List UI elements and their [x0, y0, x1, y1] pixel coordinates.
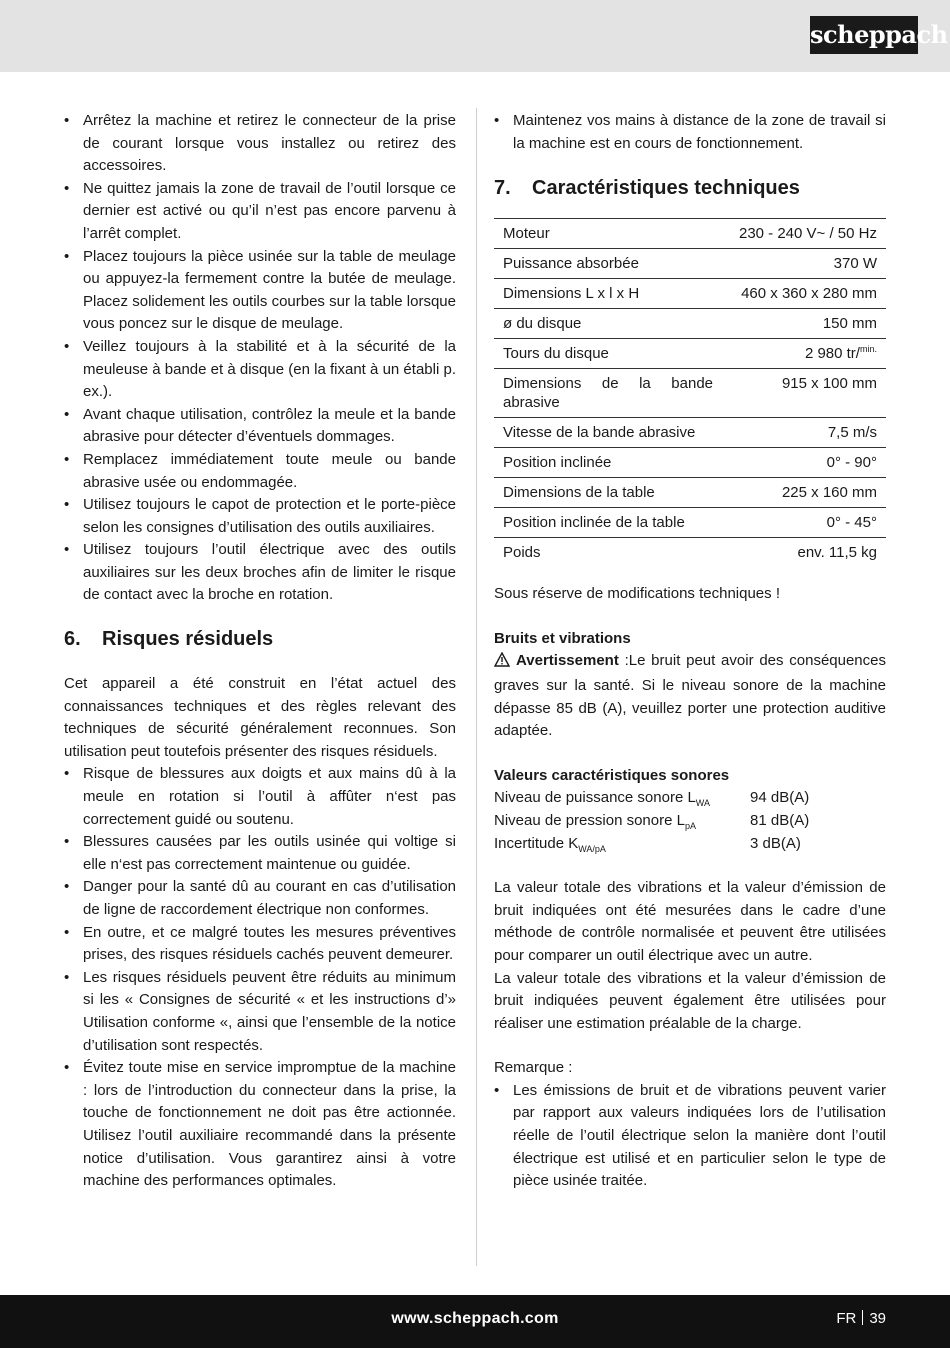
table-row	[494, 219, 886, 249]
sound-subscript: WA	[695, 798, 710, 809]
table-row	[494, 418, 886, 448]
table-row	[494, 538, 886, 568]
spec-value: 2 980 tr/	[804, 345, 860, 363]
language-code: FR	[836, 1310, 857, 1327]
table-row	[494, 478, 886, 508]
safety-bullet-list	[64, 110, 456, 607]
table-row	[494, 508, 886, 538]
warning-label: Avertissement	[516, 652, 619, 670]
vibration-paragraph-2: La valeur totale des vibrations et la valeur d’émission de bruit indiquées peuvent également être utilisées pour réaliser une estimation préalable de la charge.	[494, 969, 886, 1032]
sound-row	[494, 810, 886, 833]
table-row	[494, 339, 886, 369]
spec-value-superscript: min.	[859, 344, 877, 355]
section-number: 7.	[494, 177, 511, 200]
list-item: • Ne quittez jamais la zone de travail de l’outil lorsque ce dernier est activé ou qu’il n’est pas encore parvenu à l’arrêt complet.	[64, 178, 456, 246]
spec-label: Dimensions L x l x H	[494, 279, 722, 309]
section-title: Caractéristiques techniques	[532, 177, 800, 200]
spec-label: Poids	[503, 544, 541, 562]
spec-value: 7,5 m/s	[722, 418, 886, 448]
sound-values	[494, 787, 886, 855]
table-row	[494, 279, 886, 309]
reserve-note: Sous réserve de modifications techniques !	[494, 585, 780, 603]
table-row	[494, 448, 886, 478]
spec-value: 0° - 45°	[722, 508, 886, 538]
footer-url[interactable]: www.scheppach.com	[391, 1310, 559, 1327]
spec-label: Puissance absorbée	[494, 249, 722, 279]
risk-bullet-list	[64, 763, 456, 1192]
header-bar	[0, 0, 950, 72]
section-7-heading	[494, 176, 886, 200]
spec-label: Position inclinée de la table	[494, 508, 722, 538]
list-item: • Utilisez toujours le capot de protection et le porte-pièce selon les consignes d’utilisation des outils auxiliaires.	[64, 494, 456, 539]
spec-value: 460 x 360 x 280 mm	[722, 279, 886, 309]
sound-subscript: pA	[684, 820, 696, 831]
list-item: • Remplacez immédiatement toute meule ou bande abrasive usée ou endommagée.	[64, 449, 456, 494]
spec-label: Moteur	[494, 219, 722, 249]
list-item: • Placez toujours la pièce usinée sur la table de meulage ou appuyez-la fermement contre la butée de meulage. Placez solidement les outils courbes sur la table lorsque vous poncez sur le disque de meulage.	[64, 246, 456, 336]
vibration-paragraph-1: La valeur totale des vibrations et la valeur d’émission de bruit indiquées ont été mesurées dans le cadre d’une méthode de contrôle normalisée et peuvent être utilisées pour comparer un outil électrique avec un autre.	[494, 879, 886, 964]
list-item: • Les émissions de bruit et de vibrations peuvent varier par rapport aux valeurs indiquées lors de l’utilisation réelle de l’outil électrique selon la manière dont l’outil électrique est utilisé et en particulier selon le type de pièce usinée traitée.	[494, 1080, 886, 1193]
section-6-intro: Cet appareil a été construit en l’état actuel des connaissances techniques et des règles relevant des techniques de sécurité généralement reconnues. Son utilisation peut toutefois présenter des risques résiduels.	[64, 675, 456, 760]
sound-label-cell	[494, 833, 750, 856]
spec-value: 0° - 90°	[722, 448, 886, 478]
sound-label: Niveau de puissance sonore L	[494, 789, 696, 807]
warning-paragraph	[494, 650, 886, 742]
list-item: • Les risques résiduels peuvent être réduits au minimum si les « Consignes de sécurité « et les instructions d’» Utilisation conforme «, ainsi que l’ensemble de la notice d’utilisation sont respectés.	[64, 967, 456, 1057]
list-item: • Utilisez toujours l’outil électrique avec des outils auxiliaires sur les deux broches afin de limiter le risque de contact avec la broche en rotation.	[64, 539, 456, 607]
page-separator	[862, 1310, 863, 1325]
page-indicator	[836, 1310, 886, 1327]
left-column	[64, 110, 456, 1193]
table-row	[494, 369, 886, 418]
list-item: • Maintenez vos mains à distance de la zone de travail si la machine est en cours de fonctionnement.	[494, 110, 886, 155]
sound-values-heading: Valeurs caractéristiques sonores	[494, 766, 730, 784]
sound-label: Niveau de pression sonore L	[494, 811, 685, 829]
spec-label: Dimensions de la table	[494, 478, 722, 508]
section-number: 6.	[64, 628, 81, 651]
spec-value: 915 x 100 mm	[722, 369, 886, 418]
sound-label-cell	[494, 787, 750, 810]
list-item: • Blessures causées par les outils usinée qui voltige si elle n‘est pas correctement maintenue ou guidée.	[64, 831, 456, 876]
list-item: • Danger pour la santé dû au courant en cas d’utilisation de ligne de raccordement électrique non conformes.	[64, 876, 456, 921]
column-divider	[476, 108, 477, 1266]
spec-label: Dimensions de la bande abrasive	[494, 369, 722, 418]
sound-subscript: WA/pA	[578, 843, 606, 854]
table-row	[494, 249, 886, 279]
warning-text: :Le bruit peut avoir des conséquences graves sur la santé. Si le niveau sonore de la machine dépasse 85 dB (A), veuillez porter une protection auditive adaptée.	[494, 652, 886, 740]
warning-triangle-icon	[494, 652, 510, 675]
sound-value: 81 dB(A)	[750, 811, 810, 829]
spec-label: Tours du disque	[494, 339, 722, 369]
list-item: • En outre, et ce malgré toutes les mesures préventives prises, des risques résiduels cachés peuvent demeurer.	[64, 922, 456, 967]
scheppach-logo: scheppach	[810, 16, 918, 54]
section-6-heading	[64, 627, 456, 651]
spec-value: 230 - 240 V~ / 50 Hz	[722, 219, 886, 249]
sound-label: Incertitude K	[494, 834, 579, 852]
spec-label: ø du disque	[494, 309, 722, 339]
page-number: 39	[869, 1310, 886, 1327]
spec-value: 150 mm	[722, 309, 886, 339]
spec-value-cell	[722, 339, 886, 369]
noise-heading: Bruits et vibrations	[494, 629, 631, 647]
spec-label: Vitesse de la bande abrasive	[494, 418, 722, 448]
list-item: • Arrêtez la machine et retirez le connecteur de la prise de courant lorsque vous installez ou retirez des accessoires.	[64, 110, 456, 178]
table-row	[494, 309, 886, 339]
footer-bar	[0, 1295, 950, 1348]
right-column	[494, 110, 886, 1193]
spec-value: 370 W	[722, 249, 886, 279]
spec-table	[494, 218, 886, 567]
spec-label: Position inclinée	[494, 448, 722, 478]
sound-row	[494, 833, 886, 856]
sound-label-cell	[494, 810, 750, 833]
sound-value: 94 dB(A)	[750, 789, 810, 807]
sound-value: 3 dB(A)	[750, 834, 801, 852]
spec-value: env. 11,5 kg	[797, 544, 877, 562]
list-item: • Évitez toute mise en service impromptue de la machine : lors de l’introduction du connecteur dans la prise, la touche de fonctionnement ne doit pas être actionnée. Utilisez l’outil auxiliaire recommandé dans la présente notice d’utilisation. Vous garantirez ainsi à votre machine des performances optimales.	[64, 1057, 456, 1193]
spec-value: 225 x 160 mm	[722, 478, 886, 508]
list-item: • Risque de blessures aux doigts et aux mains dû à la meule en rotation si l’outil à affûter n‘est pas correctement guidé ou soutenu.	[64, 763, 456, 831]
hands-bullet-list	[494, 110, 886, 155]
sound-row	[494, 787, 886, 810]
remark-bullet-list	[494, 1080, 886, 1193]
list-item: • Avant chaque utilisation, contrôlez la meule et la bande abrasive pour détecter d’éventuels dommages.	[64, 404, 456, 449]
remark-label: Remarque :	[494, 1059, 573, 1077]
list-item: • Veillez toujours à la stabilité et à la sécurité de la meuleuse à bande et à disque (en la fixant à un établi p. ex.).	[64, 336, 456, 404]
section-title: Risques résiduels	[102, 628, 274, 651]
